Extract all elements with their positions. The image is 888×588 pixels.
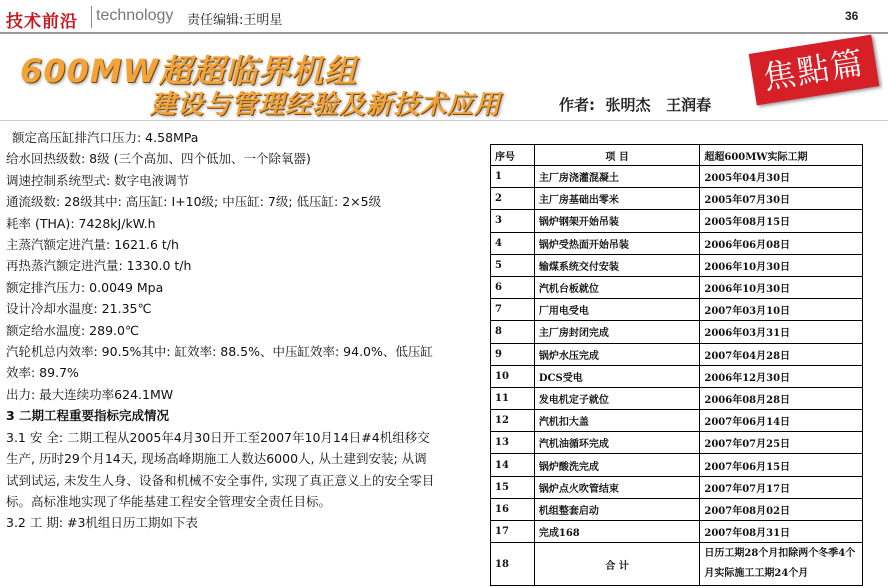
article-body	[6, 127, 436, 534]
cell-index: 11	[491, 387, 535, 409]
header-index: 序号	[491, 145, 535, 166]
header-date: 超超600MW实际工期	[700, 145, 863, 166]
cell-index: 16	[491, 498, 535, 520]
section-title: 技术前沿	[6, 12, 78, 32]
table-row	[491, 410, 863, 432]
cell-date: 2007年06月15日	[700, 454, 863, 476]
cell-item: 汽机扣大盖	[534, 410, 699, 432]
cell-item: 锅炉酸洗完成	[534, 454, 699, 476]
spec-line: 额定给水温度: 289.0℃	[6, 322, 140, 338]
cell-item: 锅炉钢架开始吊装	[534, 210, 699, 232]
cell-index: 9	[491, 343, 535, 365]
cell-index: 12	[491, 410, 535, 432]
cell-date: 2006年06月08日	[700, 232, 863, 254]
editor-credit: 责任编辑:王明星	[187, 13, 283, 28]
cell-index: 8	[491, 321, 535, 343]
cell-item: 汽机台板就位	[534, 276, 699, 298]
cell-date: 2005年08月15日	[700, 210, 863, 232]
cell-index: 1	[491, 166, 535, 188]
cell-index: 7	[491, 299, 535, 321]
cell-date: 2007年08月02日	[700, 498, 863, 520]
spec-line: 再热蒸汽额定进汽量: 1330.0 t/h	[6, 258, 192, 274]
cell-index: 5	[491, 254, 535, 276]
spec-line: 调速控制系统型式: 数字电液调节	[6, 172, 190, 188]
spec-line: 给水回热级数: 8级 (三个高加、四个低加、一个除氧器)	[6, 151, 311, 167]
cell-date: 2007年08月31日	[700, 521, 863, 543]
table-row	[491, 166, 863, 188]
table-row	[491, 210, 863, 232]
table-row	[491, 232, 863, 254]
cell-item: 厂用电受电	[534, 299, 699, 321]
cell-index: 17	[491, 521, 535, 543]
spec-line: 主蒸汽额定进汽量: 1621.6 t/h	[6, 237, 179, 253]
section-heading: 3 二期工程重要指标完成情况	[6, 408, 170, 424]
page-number: 36	[845, 9, 859, 23]
table-row	[491, 299, 863, 321]
cell-date: 2006年03月31日	[700, 321, 863, 343]
cell-index: 2	[491, 188, 535, 210]
table-row	[491, 476, 863, 498]
cell-item: 主厂房基础出零米	[534, 188, 699, 210]
cell-item: 合 计	[534, 543, 699, 586]
cell-index: 6	[491, 276, 535, 298]
cell-date: 2007年07月17日	[700, 476, 863, 498]
cell-index: 3	[491, 210, 535, 232]
cell-date: 2006年10月30日	[700, 254, 863, 276]
cell-date: 2005年04月30日	[700, 166, 863, 188]
spec-line: 通流级数: 28级其中: 高压缸: I+10级; 中压缸: 7级; 低压缸: 2×5级	[6, 194, 382, 210]
paragraph-safety: 3.1 安 全: 二期工程从2005年4月30日开工至2007年10月14日#4机组移交生产, 历时29个月14天, 现场高峰期施工人数达6000人, 从土建到安装; 从调试到试运, 未发生人身、设备和机械不安全事件, 实现了真正意义上的安全零目标。高标准地实现了华能基建工程安全管理安全责任目标。	[6, 429, 435, 509]
cell-item: 汽机油循环完成	[534, 432, 699, 454]
article-title-line1: 600MW超超临界机组	[20, 52, 357, 90]
header-divider	[91, 6, 92, 28]
cell-item: 主厂房浇灌混凝土	[534, 166, 699, 188]
page-header	[0, 0, 888, 36]
cell-item: 主厂房封闭完成	[534, 321, 699, 343]
cell-index: 10	[491, 365, 535, 387]
spec-line: 出力: 最大连续功率624.1MW	[6, 386, 174, 402]
table-row	[491, 321, 863, 343]
cell-index: 14	[491, 454, 535, 476]
header-item: 项 目	[534, 145, 699, 166]
table-row	[491, 188, 863, 210]
schedule-table	[490, 144, 863, 586]
cell-index: 15	[491, 476, 535, 498]
table-row	[491, 276, 863, 298]
spec-line: 额定排汽压力: 0.0049 Mpa	[6, 279, 164, 295]
table-row	[491, 254, 863, 276]
spec-line: 耗率 (THA): 7428kJ/kW.h	[6, 215, 156, 231]
cell-item: 机组整套启动	[534, 498, 699, 520]
spec-line: 设计冷却水温度: 21.35℃	[6, 301, 152, 317]
header-rule	[0, 32, 888, 34]
paragraph-schedule: 3.2 工 期: #3机组日历工期如下表	[6, 515, 198, 531]
cell-date: 2007年07月25日	[700, 432, 863, 454]
cell-item: 锅炉受热面开始吊装	[534, 232, 699, 254]
cell-date: 日历工期28个月扣除两个冬季4个月实际施工工期24个月	[700, 543, 863, 586]
title-separator	[0, 120, 888, 121]
table-header-row	[491, 145, 863, 166]
cell-date: 2006年12月30日	[700, 365, 863, 387]
cell-item: 锅炉水压完成	[534, 343, 699, 365]
cell-item: 输煤系统交付安装	[534, 254, 699, 276]
table-row	[491, 365, 863, 387]
cell-date: 2006年10月30日	[700, 276, 863, 298]
table-row	[491, 498, 863, 520]
table-row	[491, 432, 863, 454]
spec-line: 额定高压缸排汽口压力: 4.58MPa	[12, 130, 199, 145]
table-body	[491, 166, 863, 586]
cell-date: 2005年07月30日	[700, 188, 863, 210]
table-row	[491, 343, 863, 365]
cell-index: 4	[491, 232, 535, 254]
cell-item: 完成168	[534, 521, 699, 543]
section-title-en: technology	[96, 7, 174, 24]
cell-index: 13	[491, 432, 535, 454]
cell-date: 2006年08月28日	[700, 387, 863, 409]
cell-item: DCS受电	[534, 365, 699, 387]
table-row	[491, 521, 863, 543]
cell-date: 2007年04月28日	[700, 343, 863, 365]
cell-item: 发电机定子就位	[534, 387, 699, 409]
cell-date: 2007年03月10日	[700, 299, 863, 321]
spec-line: 汽轮机总内效率: 90.5%其中: 缸效率: 88.5%、中压缸效率: 94.0%、低压缸效率: 89.7%	[6, 344, 433, 381]
cell-item: 锅炉点火吹管结束	[534, 476, 699, 498]
table-row	[491, 543, 863, 586]
cell-date: 2007年06月14日	[700, 410, 863, 432]
article-title-line2: 建设与管理经验及新技术应用	[150, 90, 502, 120]
cell-index: 18	[491, 543, 535, 586]
table-row	[491, 387, 863, 409]
focus-stamp: 焦點篇	[749, 35, 880, 106]
article-author: 作者: 张明杰 王润春	[559, 96, 712, 114]
table-row	[491, 454, 863, 476]
